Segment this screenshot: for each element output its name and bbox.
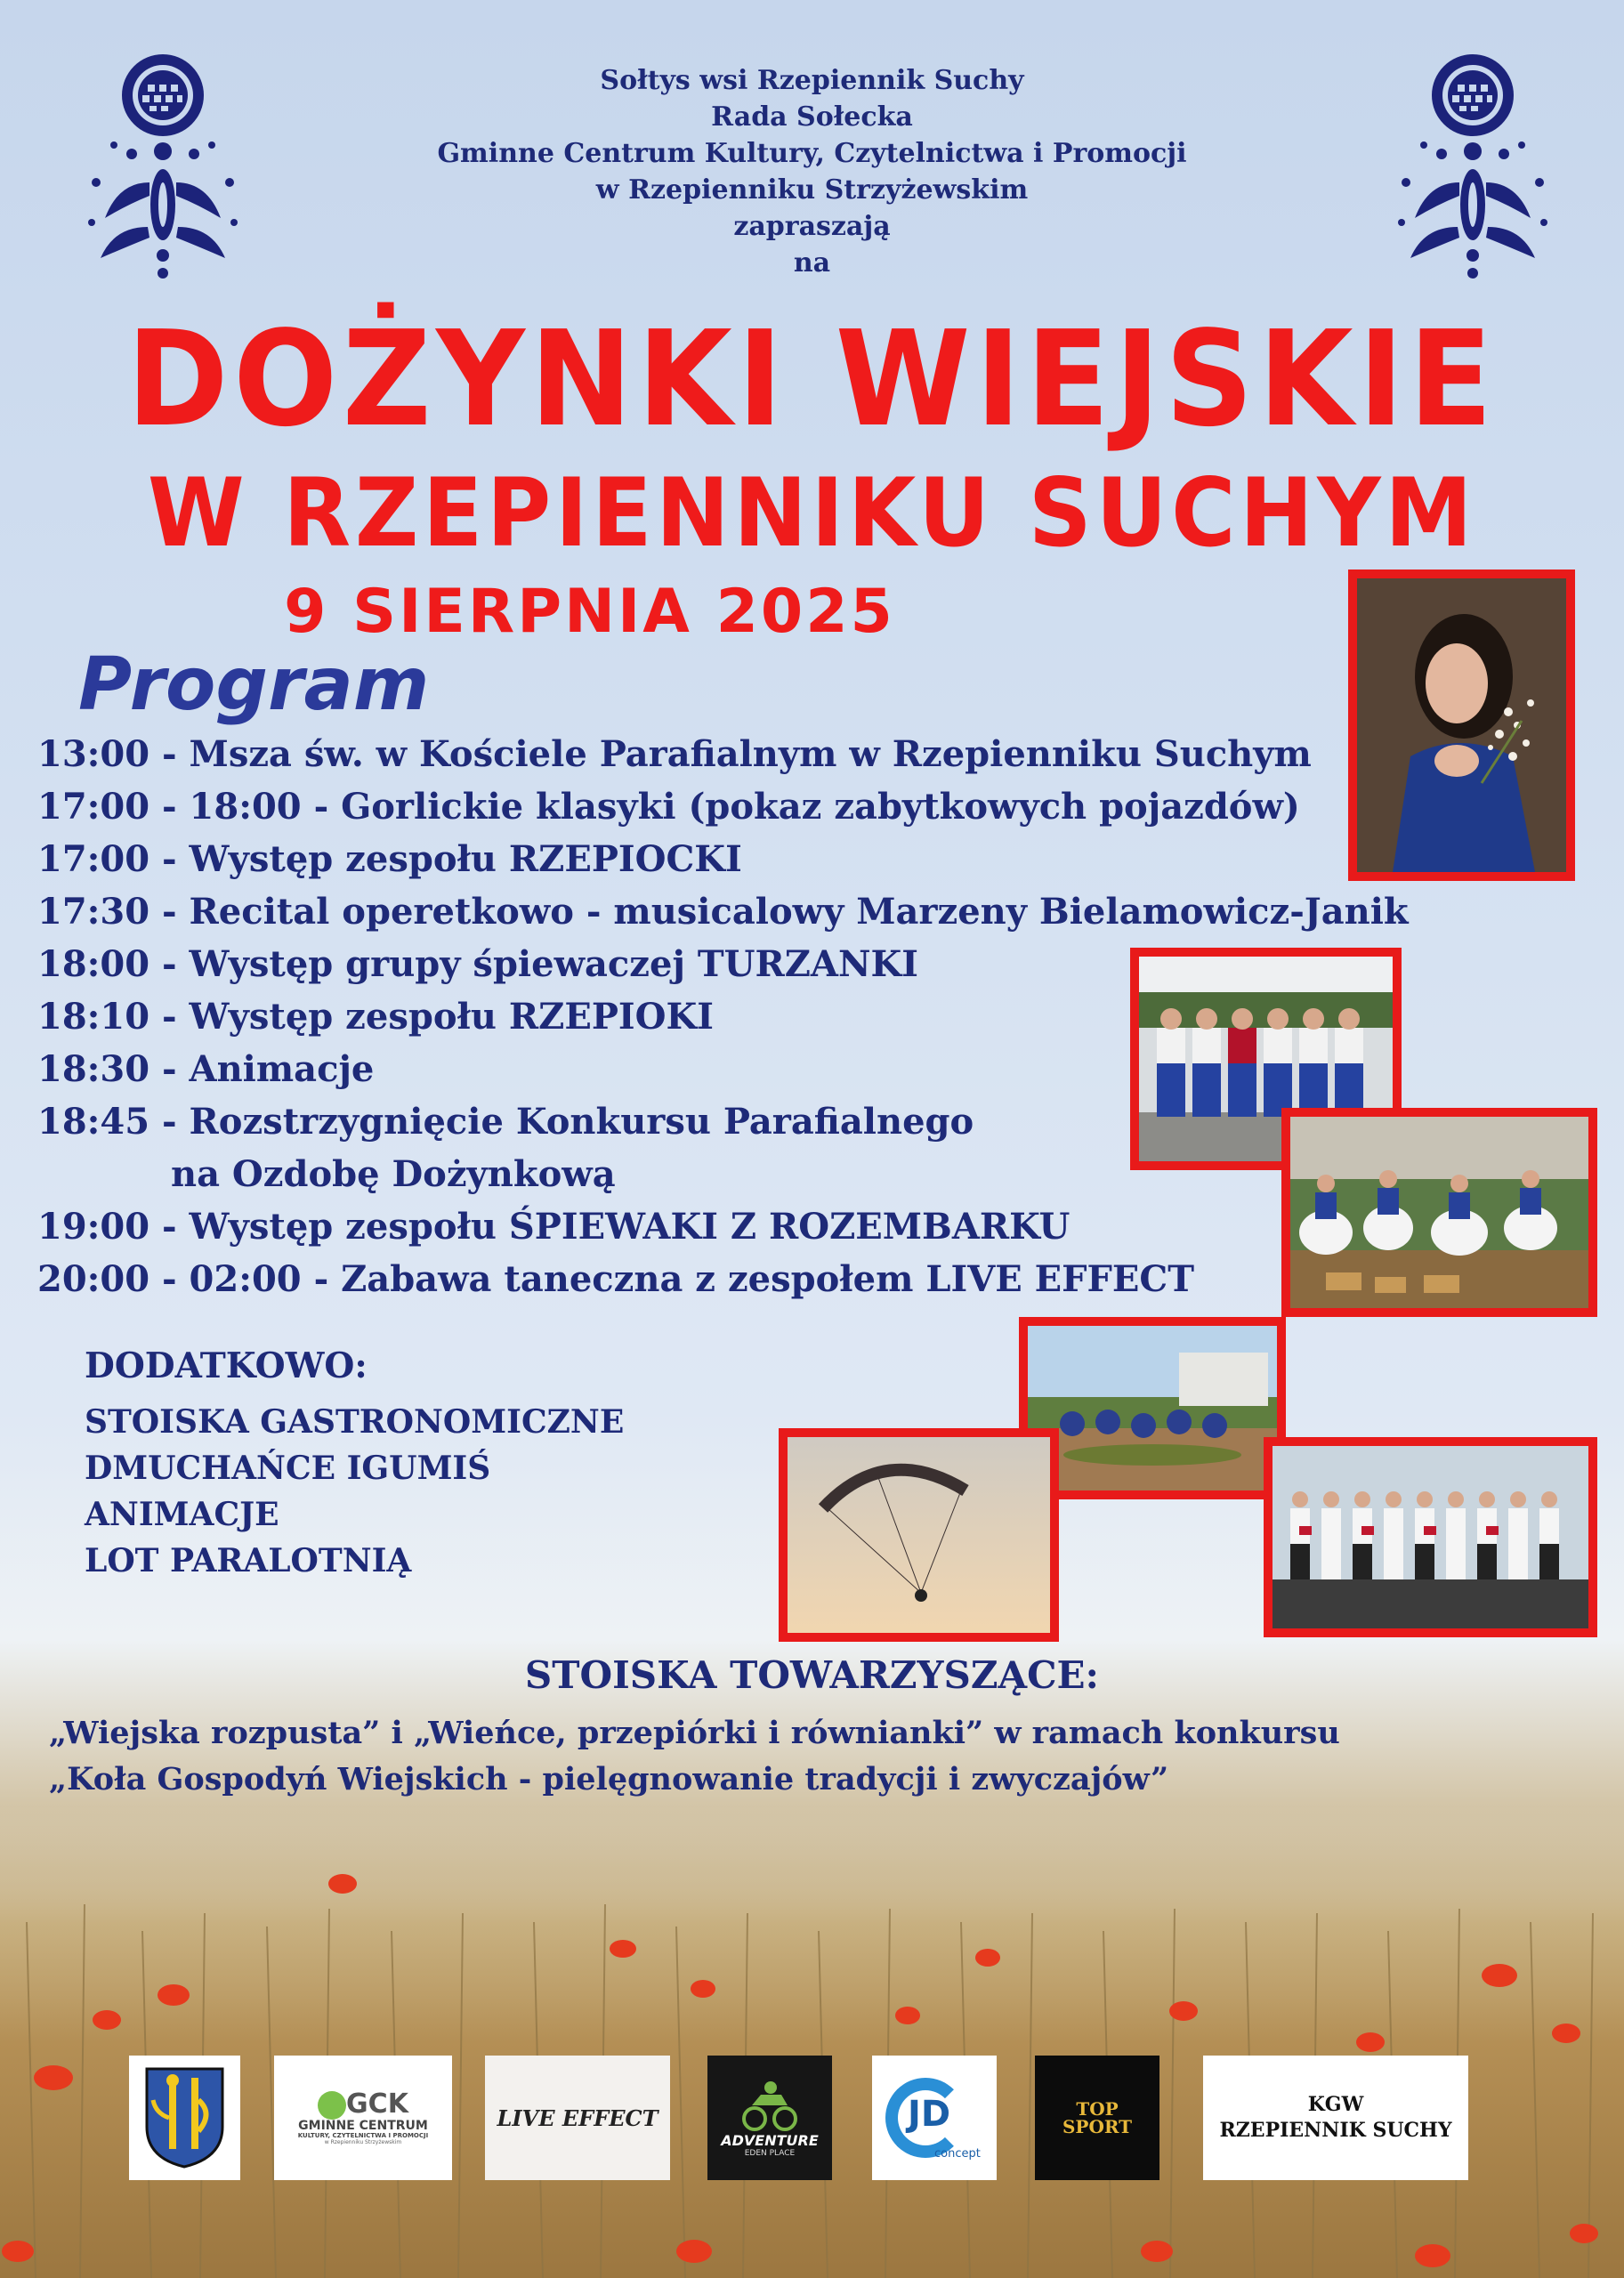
extras-item: LOT PARALOTNIĄ xyxy=(85,1542,412,1579)
kgw-line2: RZEPIENNIK SUCHY xyxy=(1219,2119,1452,2142)
wheat-field-background xyxy=(0,1806,1624,2278)
schedule-text: Recital operetkowo - musicalowy Marzeny Bielamowicz-Janik xyxy=(189,891,1409,933)
adventure-logo-text: ADVENTURE xyxy=(721,2131,819,2149)
stands-heading: STOISKA TOWARZYSZĄCE: xyxy=(524,1653,1100,1697)
sponsor-top-sport xyxy=(1035,2056,1159,2180)
event-title: DOŻYNKI WIEJSKIE xyxy=(126,303,1498,456)
schedule-text: Występ zespołu ŚPIEWAKI Z ROZEMBARKU xyxy=(189,1206,1071,1248)
organizer-line: Sołtys wsi Rzepiennik Suchy xyxy=(600,65,1024,96)
schedule-time: 18:10 - xyxy=(37,996,190,1038)
coat-of-arms-icon xyxy=(142,2064,227,2171)
schedule-time: 17:00 - 18:00 - xyxy=(37,786,342,828)
schedule-item xyxy=(37,1200,1409,1253)
organizer-line: na xyxy=(793,247,831,279)
kgw-line1: KGW xyxy=(1307,2093,1364,2117)
sponsor-gck xyxy=(274,2056,452,2180)
folk-ornament-right xyxy=(1388,49,1557,285)
organizer-line: w Rzepienniku Strzyżewskim xyxy=(595,174,1029,206)
sponsor-coat-of-arms xyxy=(129,2056,240,2180)
schedule-text: Gorlickie klasyki (pokaz zabytkowych pojazdów) xyxy=(341,786,1300,828)
schedule-text: na Ozdobę Dożynkową xyxy=(171,1153,616,1195)
schedule-item xyxy=(37,780,1409,833)
organizers-block xyxy=(356,62,1268,281)
jd-logo-letters: JD xyxy=(908,2094,951,2135)
schedule-time: 17:00 - xyxy=(37,838,190,880)
schedule-item xyxy=(37,833,1409,885)
schedule-time: 18:30 - xyxy=(37,1048,190,1090)
organizer-line: Gminne Centrum Kultury, Czytelnictwa i Promocji xyxy=(437,138,1187,169)
schedule-time: 19:00 - xyxy=(37,1206,190,1248)
schedule-time: 20:00 - 02:00 - xyxy=(37,1258,342,1300)
event-date: 9 SIERPNIA 2025 xyxy=(284,577,895,647)
adventure-logo-sub: EDEN PLACE xyxy=(744,2148,796,2158)
schedule-text: Występ zespołu RZEPIOCKI xyxy=(189,838,742,880)
gck-name: GMINNE CENTRUM xyxy=(298,2118,428,2133)
program-heading: Program xyxy=(78,642,430,727)
jd-logo-sub: concept xyxy=(934,2147,981,2161)
schedule-text: Msza św. w Kościele Parafialnym w Rzepienniku Suchym xyxy=(189,733,1312,775)
stands-line: „Wiejska rozpusta” i „Wieńce, przepiórki i równianki” w ramach konkursu xyxy=(49,1715,1340,1751)
schedule-item xyxy=(37,885,1409,938)
gck-location: w Rzepienniku Strzyżewskim xyxy=(324,2138,402,2145)
schedule-item xyxy=(37,728,1409,780)
extras-heading: DODATKOWO: xyxy=(85,1345,368,1386)
harvest-wreath-photo xyxy=(1019,1317,1286,1499)
live-effect-logo: LIVE EFFECT xyxy=(497,2104,658,2131)
organizer-line: zapraszają xyxy=(733,211,891,242)
sponsor-kgw xyxy=(1203,2056,1468,2180)
schedule-text: Występ grupy śpiewaczej TURZANKI xyxy=(189,943,918,985)
schedule-text: Występ zespołu RZEPIOKI xyxy=(189,996,714,1038)
schedule-time: 18:00 - xyxy=(37,943,190,985)
top-sport-line1: TOP xyxy=(1076,2098,1119,2120)
extras-item: DMUCHAŃCE IGUMIŚ xyxy=(85,1450,491,1487)
organizer-line: Rada Sołecka xyxy=(711,101,913,133)
schedule-time: 13:00 - xyxy=(37,733,190,775)
event-subtitle: W RZEPIENNIKU SUCHYM xyxy=(147,458,1477,568)
schedule-text: Zabawa taneczna z zespołem LIVE EFFECT xyxy=(341,1258,1195,1300)
folk-ornament-left xyxy=(78,49,247,285)
sponsor-jd-concept xyxy=(872,2056,997,2180)
schedule-time: 18:45 - xyxy=(37,1101,190,1143)
schedule-text: Animacje xyxy=(189,1048,375,1090)
schedule-item xyxy=(37,1253,1409,1305)
extras-item: ANIMACJE xyxy=(85,1496,279,1533)
extras-list xyxy=(85,1399,624,1584)
extras-item: STOISKA GASTRONOMICZNE xyxy=(85,1403,625,1441)
top-sport-line2: SPORT xyxy=(1062,2116,1133,2137)
singer-portrait-photo xyxy=(1348,570,1575,881)
atv-rider-icon xyxy=(739,2079,801,2132)
rzepioki-dance-photo xyxy=(1281,1108,1597,1317)
sponsor-live-effect xyxy=(485,2056,670,2180)
stands-line: „Koła Gospodyń Wiejskich - pielęgnowanie tradycji i zwyczajów” xyxy=(49,1761,1169,1797)
gck-logo-letters: GCK xyxy=(346,2088,408,2120)
schedule-text: Rozstrzygnięcie Konkursu Parafialnego xyxy=(189,1101,974,1143)
choir-stage-photo xyxy=(1264,1437,1597,1637)
paraglider-photo xyxy=(779,1428,1059,1642)
schedule-time: 17:30 - xyxy=(37,891,190,933)
gck-subname: KULTURY, CZYTELNICTWA I PROMOCJI xyxy=(297,2132,429,2140)
gck-logo-text xyxy=(318,2089,408,2120)
sponsor-adventure xyxy=(707,2056,832,2180)
stands-description xyxy=(49,1710,1340,1803)
